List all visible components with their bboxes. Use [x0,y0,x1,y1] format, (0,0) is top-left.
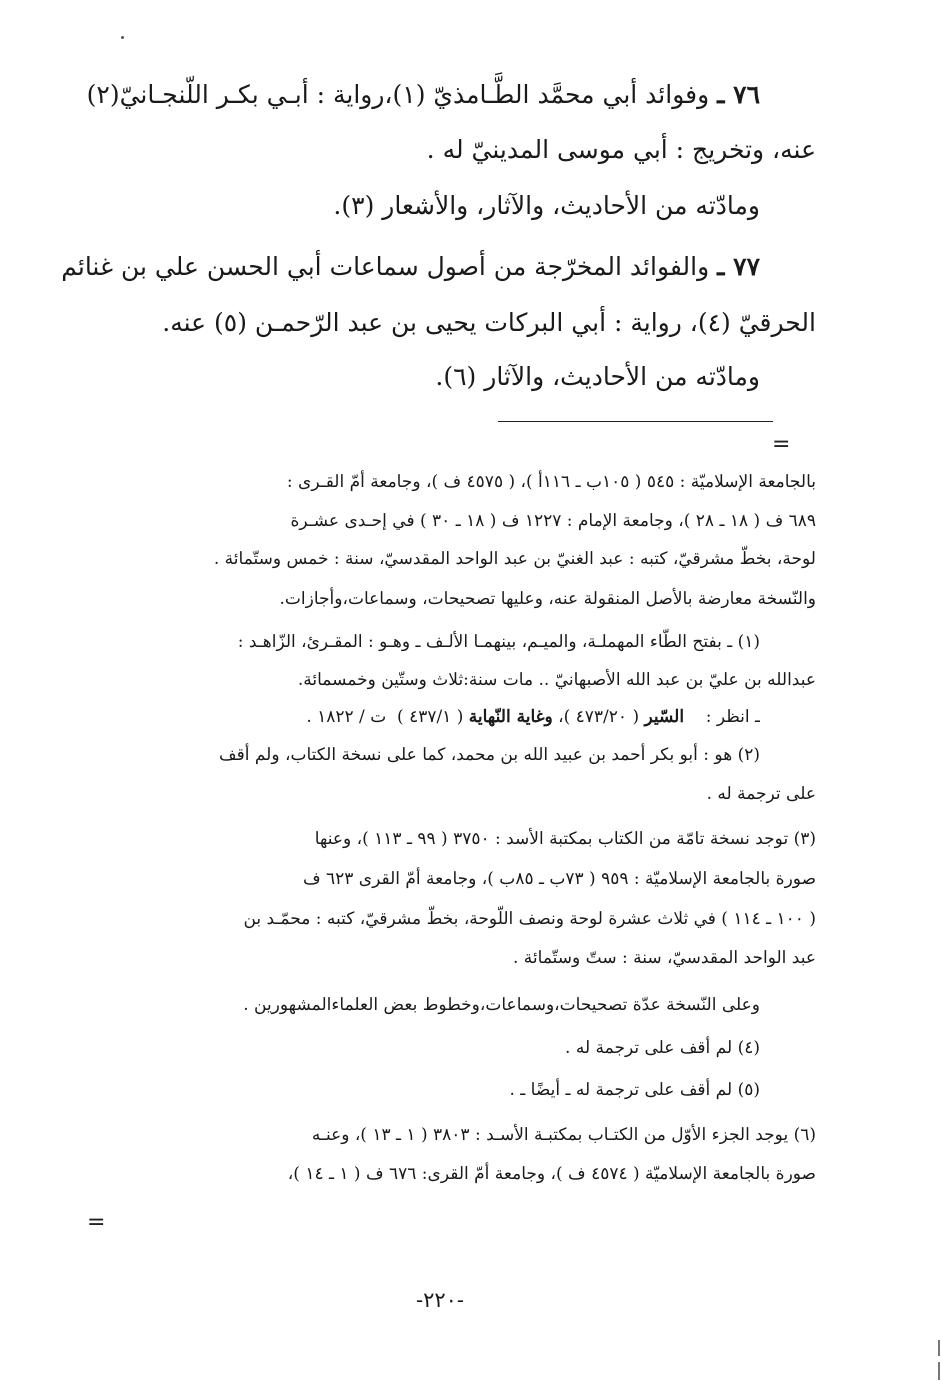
scan-edge-mark [938,1362,940,1380]
footnote-line: عبدالله بن عليّ بن عبد الله الأصبهانيّ .. مات سنة:ثلاث وستّين وخمسمائة. [297,670,816,690]
footnote-line: صورة بالجامعة الإسلاميّة : ٩٥٩ ( ٧٣ب ـ ٨٥ب )، وجامعة أمّ القرى ٦٢٣ ف [302,869,816,889]
reference-work-2-pages: ( ٤٣٧/١ ) [397,707,464,727]
entry-76-line-2: عنه، وتخريج : أبي موسى المدينيّ له . [426,135,816,164]
entry-number: ٧٦ ـ [717,80,760,109]
reference-work-1-pages: ( ٤٧٣/٢٠ )، [558,707,640,727]
footnote-line: بالجامعة الإسلاميّة : ٥٤٥ ( ١٠٥ب ـ ١١٦أ )، ( ٤٥٧٥ ف )، وجامعة أمّ القـرى : [286,472,816,492]
entry-77-line-3: ومادّته من الأحاديث، والآثار (٦). [435,362,760,391]
footnote-1: (١) ـ بفتح الطّاء المهملـة، والميـم، بينهمـا الألـف ـ وهـو : المقـرئ، الزّاهـد : [237,632,760,652]
reference-work-2: وغاية النّهاية [468,707,553,727]
entry-text: والفوائد المخرّجة من أصول سماعات أبي الحسن علي بن غنائم [61,252,710,281]
trailing-continuation-mark: = [87,1210,106,1235]
footnote-line: على ترجمة له . [706,784,816,804]
reference-work-1: السّير [644,707,685,727]
footnote-3: (٣) توجد نسخة تامّة من الكتاب بمكتبة الأسد : ٣٧٥٠ ( ٩٩ ـ ١١٣ )، وعنها [314,829,816,849]
entry-76-line-1 [60,72,760,118]
footnote-4: (٤) لم أقف على ترجمة له . [565,1038,760,1058]
page-number: -٢٢٠- [415,1288,465,1312]
footnote-separator [498,421,773,422]
speck-mark [121,36,124,39]
footnote-line: والنّسخة معارضة بالأصل المنقولة عنه، وعليها تصحيحات، وسماعات،وأجازات. [279,589,816,609]
footnote-line: عبد الواحد المقدسيّ، سنة : ستّ وستّمائة . [512,948,816,968]
reference-prefix: ـ انظر : [705,707,760,727]
entry-77-line-2: الحرقيّ (٤)، رواية : أبي البركات يحيى بن عبد الرّحمـن (٥) عنه. [162,308,816,337]
footnote-2: (٢) هو : أبو بكر أحمد بن عبيد الله بن محمد، كما على نسخة الكتاب، ولم أقف [219,745,760,765]
footnote-line: لوحة، بخطّ مشرقيّ، كتبه : عبد الغنيّ بن عبد الواحد المقدسيّ، سنة : خمس وستّمائة . [213,549,816,569]
reference-death: ت / ١٨٢٢ . [306,707,387,727]
entry-76-line-3: ومادّته من الأحاديث، والآثار، والأشعار (٣). [333,191,760,220]
reference-line [100,700,760,734]
footnote-6: (٦) يوجد الجزء الأوّل من الكتـاب بمكتبـة الأسـد : ٣٨٠٣ ( ١ ـ ١٣ )، وعنـه [311,1125,816,1145]
continuation-mark: = [772,432,791,457]
footnote-line: ٦٨٩ ف ( ١٨ ـ ٢٨ )، وجامعة الإمام : ١٢٢٧ ف ( ١٨ ـ ٣٠ ) في إحـدى عشـرة [290,511,816,531]
entry-number: ٧٧ ـ [717,252,760,281]
footnote-line: ( ١٠٠ ـ ١١٤ ) في ثلاث عشرة لوحة ونصف اللّوحة، بخطّ مشرقيّ، كتبه : محمّـد بن [243,909,816,929]
footnote-line: وعلى النّسخة عدّة تصحيحات،وسماعات،وخطوط بعض العلماءالمشهورين . [243,995,760,1015]
footnote-5: (٥) لم أقف على ترجمة له ـ أيضًا ـ . [509,1080,760,1100]
scan-edge-mark [938,1340,940,1356]
entry-text: وفوائد أبي محمَّد الطَّـامذيّ (١)،رواية : أبـي بكـر اللّنجـانيّ(٢) [86,80,710,109]
entry-77-line-1 [60,244,760,290]
footnote-line: صورة بالجامعة الإسلاميّة ( ٤٥٧٤ ف )، وجامعة أمّ القرى: ٦٧٦ ف ( ١ ـ ١٤ )، [287,1164,816,1184]
